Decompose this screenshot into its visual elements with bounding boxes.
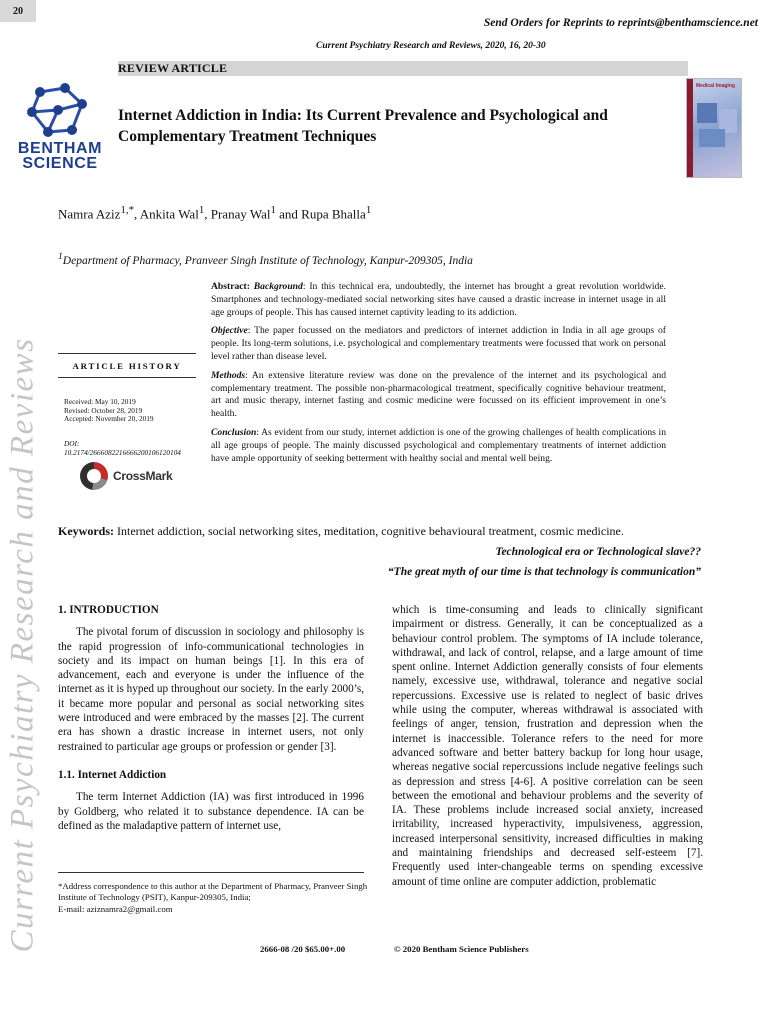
crossmark-label: CrossMark xyxy=(113,469,173,483)
cover-image-block xyxy=(699,129,725,147)
article-type-label: REVIEW ARTICLE xyxy=(118,61,228,75)
epigraph-line-1: Technological era or Technological slave?? xyxy=(495,546,701,558)
journal-sidebar-title xyxy=(4,285,41,1005)
accepted-date: Accepted: November 20, 2019 xyxy=(64,414,154,424)
history-divider xyxy=(58,353,196,354)
copyright: © 2020 Bentham Science Publishers xyxy=(394,944,529,954)
publisher-logo-text xyxy=(10,141,110,171)
doi-block xyxy=(64,440,181,457)
author-affiliation-sup: 1 xyxy=(270,204,276,216)
cover-spine xyxy=(687,79,693,177)
history-divider xyxy=(58,377,196,378)
keywords xyxy=(58,524,698,539)
abstract-objective xyxy=(211,325,666,363)
keywords-text: Internet addiction, social networking sites, meditation, cognitive behavioural treatment, cosmic medicine. xyxy=(114,524,624,538)
article-history-heading: ARTICLE HISTORY xyxy=(72,361,182,371)
reprints-notice: Send Orders for Reprints to reprints@benthamscience.net xyxy=(483,17,758,29)
internet-addiction-paragraph: The term Internet Addiction (IA) was first introduced in 1996 by Goldberg, who related it to substance dependence. IA can be defined as the maladaptive pattern of internet use, xyxy=(58,791,364,832)
author-name[interactable]: Namra Aziz xyxy=(58,206,121,222)
footnote-divider xyxy=(58,872,364,873)
journal-cover-thumbnail[interactable] xyxy=(686,78,742,178)
author-affiliation-sup: 1 xyxy=(365,204,372,216)
keywords-label: Keywords: xyxy=(58,524,114,538)
body-left-column xyxy=(58,603,364,847)
section-heading-internet-addiction: 1.1. Internet Addiction xyxy=(58,768,167,781)
body-right-column xyxy=(392,603,703,889)
correspondence-address: *Address correspondence to this author at the Department of Pharmacy, Pranveer Singh Institute of Technology (PSIT), Kanpur-209305, India; xyxy=(58,881,368,903)
epigraph-line-2: “The great myth of our time is that technology is communication” xyxy=(387,566,701,578)
issn-price: 2666-08 /20 $65.00+.00 xyxy=(260,944,346,954)
author-list xyxy=(58,204,371,222)
author-separator: , xyxy=(134,206,140,222)
correspondence-email[interactable]: E-mail: aziznamra2@gmail.com xyxy=(58,903,173,914)
author-affiliation-sup: 1,* xyxy=(120,204,134,216)
affiliation xyxy=(58,251,473,267)
objective-label: Objective xyxy=(211,325,248,337)
logo-line-2: SCIENCE xyxy=(22,155,98,172)
author-name[interactable]: Pranay Wal xyxy=(210,206,271,222)
cover-image-block xyxy=(697,103,717,123)
journal-citation: Current Psychiatry Research and Reviews, 2020, 16, 20-30 xyxy=(316,41,546,51)
abstract-background xyxy=(211,281,666,319)
conclusion-text: : As evident from our study, internet addiction is one of the growing challenges of health complications in all age groups of people. The mainly discussed psychological and complementary treatments of internet addiction have ample opportunity of seeking betterment with healthy social and mental well being. xyxy=(211,426,666,464)
abstract-methods xyxy=(211,370,666,421)
author-name[interactable]: Ankita Wal xyxy=(139,206,199,222)
methods-label: Methods xyxy=(211,369,246,381)
conclusion-label: Conclusion xyxy=(211,426,257,438)
crossmark-badge[interactable] xyxy=(80,462,190,494)
author-separator: , xyxy=(204,206,211,222)
revised-date: Revised: October 28, 2019 xyxy=(64,405,143,415)
abstract-label: Abstract: xyxy=(211,281,254,292)
doi-label: DOI: xyxy=(64,439,80,448)
author-separator: and xyxy=(275,206,302,222)
continued-paragraph: which is time-consuming and leads to clinically significant impairment or distress. Generally, it can be conceptualized as a behaviour control problem. The symptoms of IA include tolerance, withdrawal, and lack of control, relapse, and a large amount of time spent online. Internet Addiction generally consists of four elements namely, excessive use, withdrawal, tolerance and negative social repercussions. Excessive use is related to neglect of basic drives while using the computer, whereas withdrawal is associated with feelings of anger, tension, frustration and depression when the internet is inaccessible. Tolerance refers to the need for more advanced software and better battery backup for long hour usage, whereas negative social repercussions include negative feelings such as depression and stress [4-6]. A positive correlation can be seen between the emotional and behaviour problems and the severity of IA. These problems include increased social anxiety, increased irritability, increased hyperactivity, impulsiveness, aggression, increased interpersonal sensitivity, increased difficulties in making and maintaining friendships and decreased self-esteem [7]. Frequently used inter-changeable terms on spending excessive amount of time online are computer addiction, problematic xyxy=(392,604,703,888)
objective-text: : The paper focussed on the mediators and predictors of internet addiction in India in all age groups of people. Its long-term solutions, i.e. psychological and complementary treatments were focussed that work on personal level rather than disease level. xyxy=(211,325,666,362)
cover-title: Medical Imaging xyxy=(696,83,735,89)
sidebar-journal-name: Current Psychiatry Research and Reviews xyxy=(4,337,41,953)
logo-line-1: BENTHAM xyxy=(17,140,103,157)
doi-link[interactable]: 10.2174/2666082216666200106120104 xyxy=(64,447,181,457)
article-title: Internet Addiction in India: Its Current Prevalence and Psychological and Complementary Treatment Techniques xyxy=(118,107,608,145)
abstract xyxy=(211,281,666,471)
methods-text: : An extensive literature review was done on the prevalence of the internet and its psychological and complementary treatment. The possible non-pharmacological treatment, specifically cognitive behaviour treatment, art and music therapy, internet fasting and cosmic medicine were focussed on its efficient improvement in one’s health. xyxy=(211,369,666,420)
affiliation-text: Department of Pharmacy, Pranveer Singh Institute of Technology, Kanpur-209305, India xyxy=(62,254,473,267)
author-affiliation-sup: 1 xyxy=(198,204,205,216)
background-text: : In this technical era, undoubtedly, the internet has brought a great revolution worldwide. Smartphones and technology-mediated social networking sites have caused a drastic increase in internet usage in all age groups of people. This has caused internet captivity leading to its addiction. xyxy=(211,281,666,318)
article-history-dates xyxy=(64,398,154,424)
affiliation-sup: 1 xyxy=(58,251,63,262)
received-date: Received: May 10, 2019 xyxy=(64,397,136,406)
abstract-conclusion xyxy=(211,427,666,465)
author-name[interactable]: Rupa Bhalla xyxy=(301,206,366,222)
section-heading-introduction: 1. INTRODUCTION xyxy=(58,604,159,616)
page-number: 20 xyxy=(0,0,36,22)
correspondence-footnote xyxy=(58,881,370,915)
crossmark-icon-center xyxy=(87,469,101,483)
background-label: Background xyxy=(253,281,303,292)
introduction-paragraph: The pivotal forum of discussion in sociology and philosophy is the rapid progression of info-communicational technologies in society and its impact on human beings [1]. In this era of advancement, each and everyone is under the influence of the internet as it is hyped up throughout our society. In the early 2000’s, it became more popular and personal as social networking sites were introduced and were embraced by the masses [2]. The current era has shown a drastic increase in internet users, not only restrained to particular age groups or profession or gender [3]. xyxy=(58,626,364,753)
